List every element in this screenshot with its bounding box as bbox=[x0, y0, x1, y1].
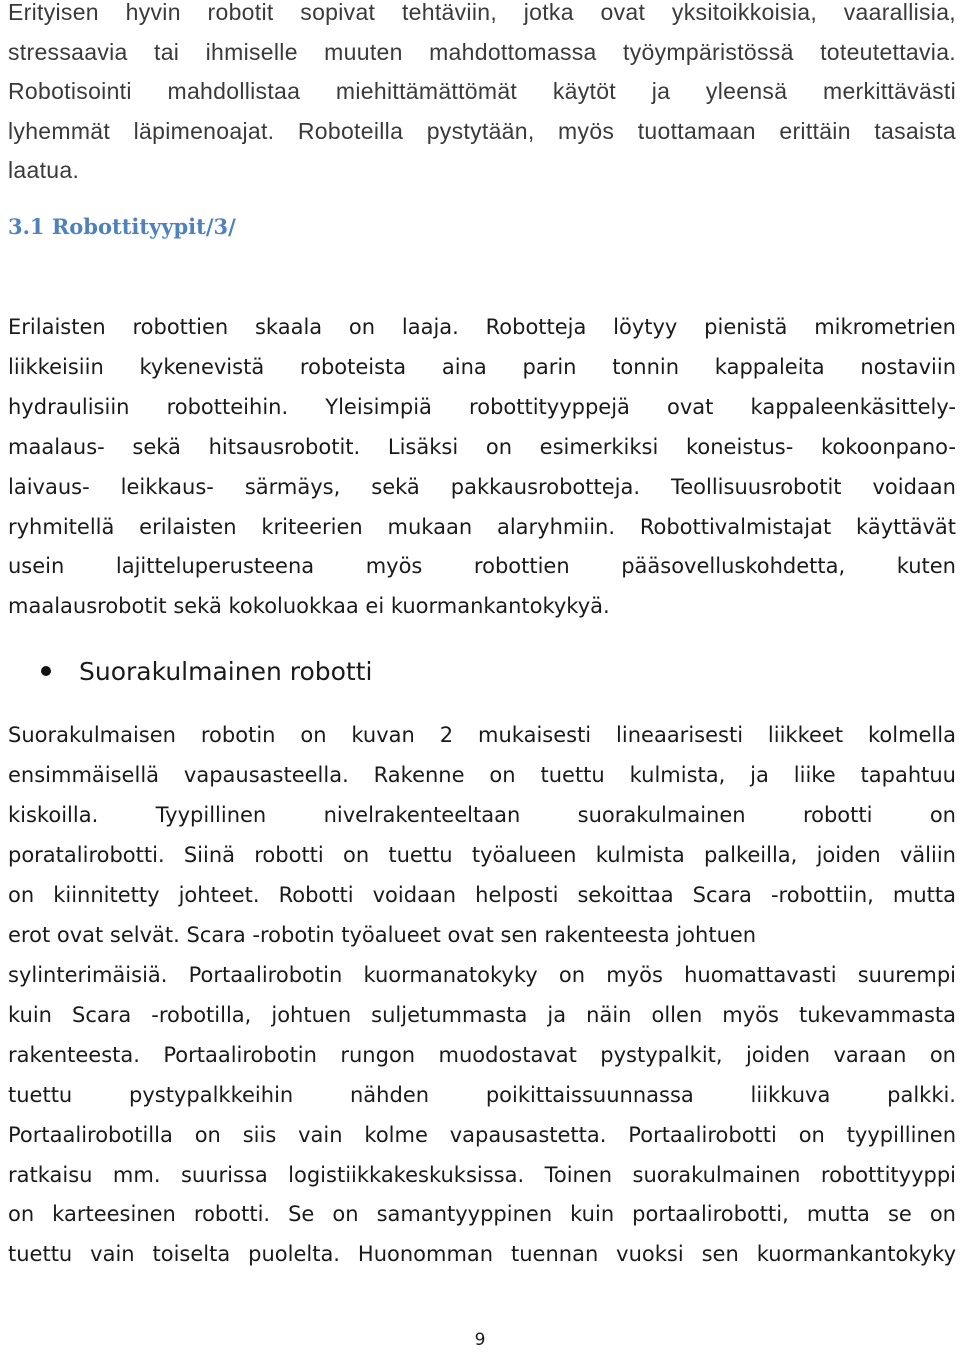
paragraph-line: kuin Scara -robotilla, johtuen suljetummasta ja näin ollen myös tukevammasta bbox=[8, 1002, 956, 1027]
paragraph-line: rakenteesta. Portaalirobotin rungon muodostavat pystypalkit, joiden varaan on bbox=[8, 1042, 956, 1067]
paragraph-line: on kiinnitetty johteet. Robotti voidaan helposti sekoittaa Scara -robottiin, mutta bbox=[8, 882, 956, 907]
paragraph-line: lyhemmät läpimenoajat. Roboteilla pystytään, myös tuottamaan erittäin tasaista bbox=[8, 117, 956, 144]
bullet-icon bbox=[41, 666, 51, 676]
intro-paragraph bbox=[8, 0, 956, 191]
paragraph-line: Erilaisten robottien skaala on laaja. Robotteja löytyy pienistä mikrometrien bbox=[8, 315, 956, 339]
paragraph-line: stressaavia tai ihmiselle muuten mahdottomassa työympäristössä toteutettavia. bbox=[8, 38, 956, 65]
paragraph-line: liikkeisiin kykenevistä roboteista aina parin tonnin kappaleita nostaviin bbox=[8, 354, 956, 379]
paragraph-line: laatua. bbox=[8, 157, 80, 184]
paragraph-line: maalausrobotit sekä kokoluokkaa ei kuormankantokykyä. bbox=[8, 594, 610, 619]
paragraph-line: on karteesinen robotti. Se on samantyyppinen kuin portaalirobotti, mutta se on bbox=[8, 1202, 956, 1227]
paragraph-line: Robotisointi mahdollistaa miehittämättömät käytöt ja yleensä merkittävästi bbox=[8, 78, 956, 105]
robot-types-paragraph bbox=[8, 308, 956, 627]
paragraph-line: ensimmäisellä vapausasteella. Rakenne on tuettu kulmista, ja liike tapahtuu bbox=[8, 762, 956, 787]
bullet-label: Suorakulmainen robotti bbox=[79, 657, 373, 686]
bullet-item bbox=[8, 650, 956, 694]
page-number: 9 bbox=[474, 1330, 486, 1350]
paragraph-line: Erityisen hyvin robotit sopivat tehtäviin, jotka ovat yksitoikkoisia, vaarallisia, bbox=[8, 0, 956, 25]
paragraph-line: maalaus- sekä hitsausrobotit. Lisäksi on esimerkiksi koneistus- kokoonpano- bbox=[8, 434, 956, 459]
paragraph-line: ryhmitellä erilaisten kriteerien mukaan alaryhmiin. Robottivalmistajat käyttävät bbox=[8, 514, 956, 539]
paragraph-line: erot ovat selvät. Scara -robotin työalueet ovat sen rakenteesta johtuen bbox=[8, 922, 757, 947]
cartesian-robot-paragraph bbox=[8, 716, 956, 955]
paragraph-line: tuettu pystypalkkeihin nähden poikittaissuunnassa liikkuva palkki. bbox=[8, 1082, 956, 1107]
paragraph-line: Suorakulmaisen robotin on kuvan 2 mukaisesti lineaarisesti liikkeet kolmella bbox=[8, 723, 956, 747]
paragraph-line: Portaalirobotilla on siis vain kolme vapausastetta. Portaalirobotti on tyypillinen bbox=[8, 1122, 956, 1147]
paragraph-line: kiskoilla. Tyypillinen nivelrakenteeltaan suorakulmainen robotti on bbox=[8, 802, 956, 827]
gantry-robot-paragraph bbox=[8, 956, 956, 1275]
paragraph-line: tuettu vain toiselta puolelta. Huonomman tuennan vuoksi sen kuormankantokyky bbox=[8, 1242, 956, 1267]
paragraph-line: hydraulisiin robotteihin. Yleisimpiä robottityyppejä ovat kappaleenkäsittely- bbox=[8, 394, 956, 419]
paragraph-line: laivaus- leikkaus- särmäys, sekä pakkausrobotteja. Teollisuusrobotit voidaan bbox=[8, 474, 956, 499]
paragraph-line: ratkaisu mm. suurissa logistiikkakeskuksissa. Toinen suorakulmainen robottityyppi bbox=[8, 1162, 956, 1187]
paragraph-line: sylinterimäisiä. Portaalirobotin kuormanatokyky on myös huomattavasti suurempi bbox=[8, 963, 956, 987]
paragraph-line: poratalirobotti. Siinä robotti on tuettu työalueen kulmista palkeilla, joiden väliin bbox=[8, 842, 956, 867]
paragraph-line: usein lajitteluperusteena myös robottien pääsovelluskohdetta, kuten bbox=[8, 554, 956, 579]
section-heading: 3.1 Robottityypit/3/ bbox=[8, 214, 236, 239]
